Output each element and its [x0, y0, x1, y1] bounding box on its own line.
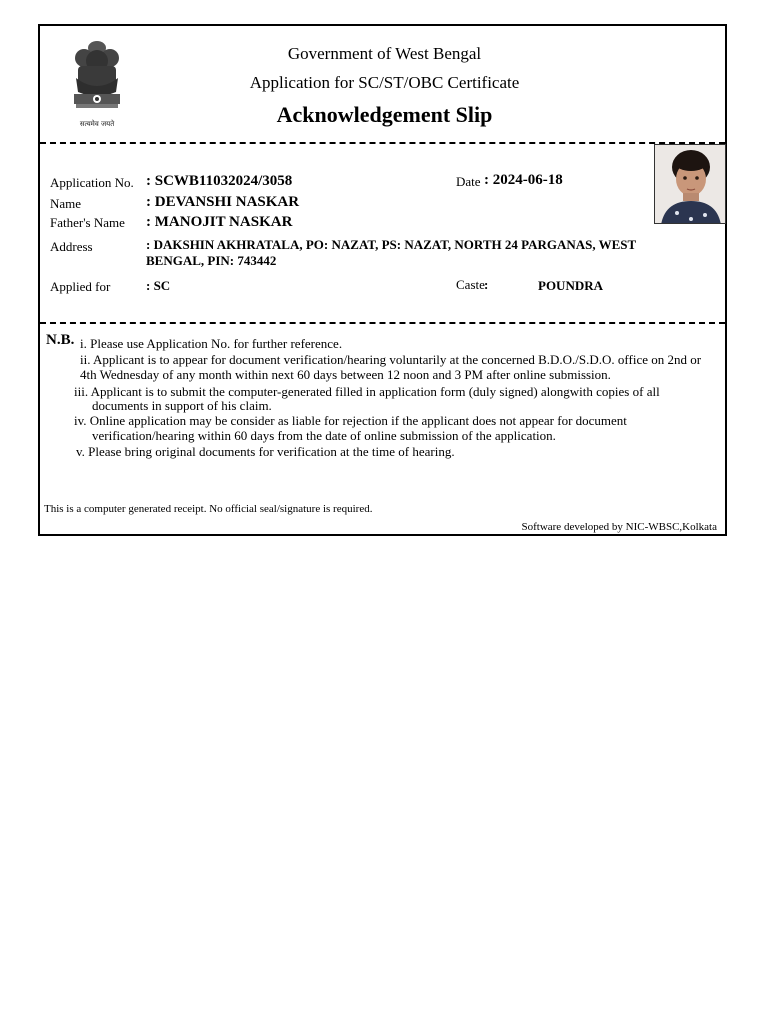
software-credit: Software developed by NIC-WBSC,Kolkata	[521, 521, 717, 533]
note-item-3-cont: documents in support of his claim.	[92, 398, 272, 413]
address-line-2: BENGAL, PIN: 743442	[146, 253, 277, 268]
name-value: : DEVANSHI NASKAR	[146, 194, 300, 210]
note-item-2: ii. Applicant is to appear for document verification/hearing voluntarily at the concerned B.D.O./S.D.O. office on 2nd or	[80, 352, 702, 367]
caste-colon: :	[484, 277, 489, 292]
note-item-1: i. Please use Application No. for further reference.	[80, 336, 343, 351]
father-name-label: Father's Name	[50, 215, 125, 230]
bottom-dashed-divider	[40, 322, 725, 324]
father-name-value: : MANOJIT NASKAR	[146, 214, 293, 230]
note-item-4-cont: verification/hearing within 60 days from the date of online submission of the application.	[92, 428, 556, 443]
applicant-photo	[654, 144, 726, 224]
notes-heading: N.B.	[46, 332, 75, 348]
emblem-motto: सत्यमेव जयते	[79, 120, 115, 128]
caste-label: Caste	[456, 277, 485, 292]
address-label: Address	[50, 239, 93, 254]
receipt-note: This is a computer generated receipt. No official seal/signature is required.	[44, 503, 373, 515]
note-item-4: iv. Online application may be consider as liable for rejection if the applicant does not appear for document	[74, 413, 627, 428]
applied-for-value: : SC	[146, 278, 171, 293]
date-value: : 2024-06-18	[484, 172, 563, 188]
applied-for-label: Applied for	[50, 279, 111, 294]
government-name: Government of West Bengal	[287, 44, 482, 63]
application-no-label: Application No.	[50, 175, 134, 190]
note-item-5: v. Please bring original documents for verification at the time of hearing.	[76, 444, 455, 459]
address-line-1: : DAKSHIN AKHRATALA, PO: NAZAT, PS: NAZAT, NORTH 24 PARGANAS, WEST	[146, 237, 637, 252]
name-label: Name	[50, 196, 82, 211]
top-dashed-divider	[40, 142, 725, 144]
application-no-value: : SCWB11032024/3058	[146, 173, 293, 189]
note-item-2-cont: 4th Wednesday of any month within next 60 days between 12 noon and 3 PM after online submission.	[80, 367, 611, 382]
application-type: Application for SC/ST/OBC Certificate	[249, 73, 520, 92]
date-label: Date	[456, 174, 481, 189]
note-item-3: iii. Applicant is to submit the computer-generated filled in application form (duly signed) alongwith copies of all	[74, 384, 660, 399]
acknowledgement-slip	[38, 24, 727, 536]
slip-title: Acknowledgement Slip	[276, 102, 493, 127]
caste-value: POUNDRA	[538, 278, 603, 293]
